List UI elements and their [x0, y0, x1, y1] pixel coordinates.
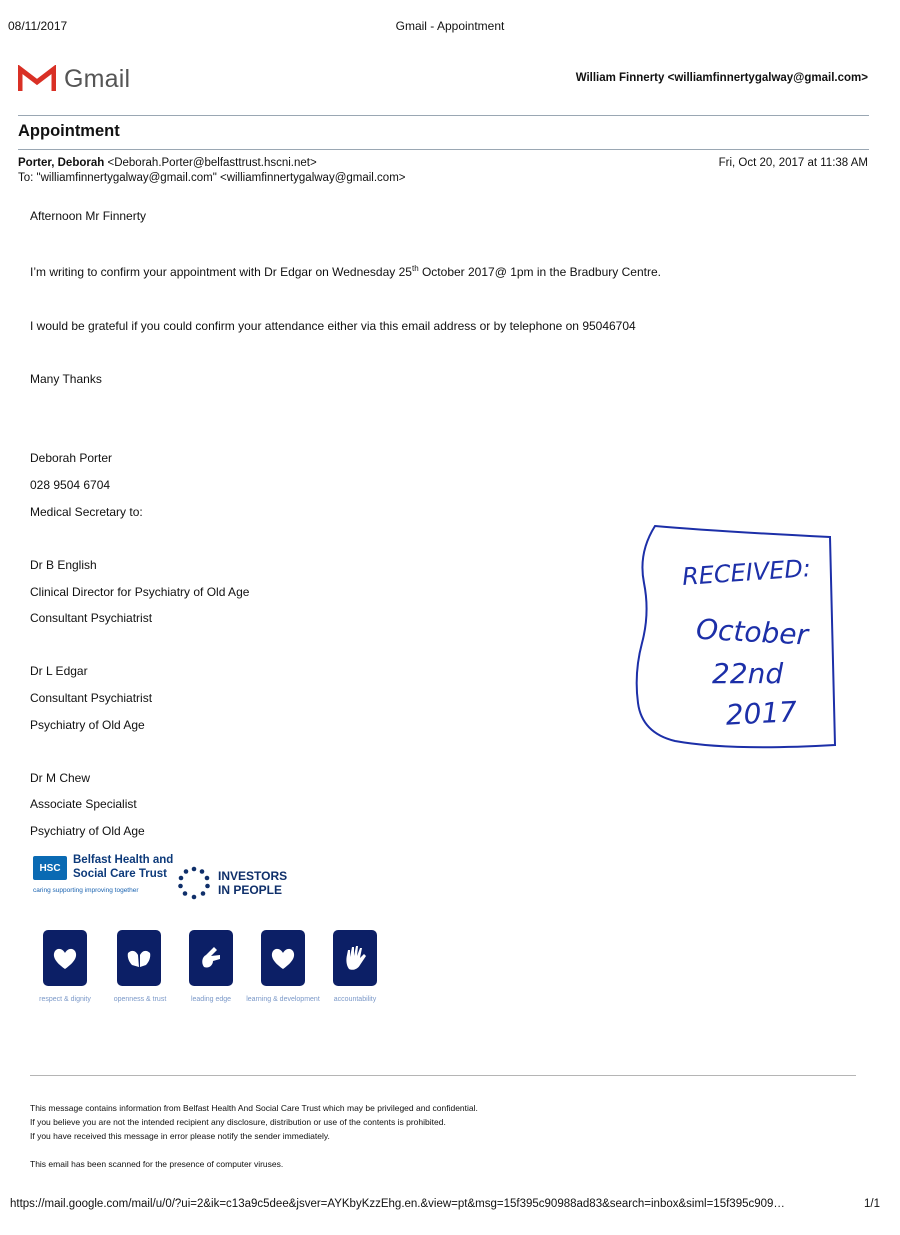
signature-name: Deborah Porter: [30, 451, 113, 465]
recipient-line: To: "williamfinnertygalway@gmail.com" <williamfinnertygalway@gmail.com>: [18, 172, 406, 184]
signature-doctor: Dr B English: [30, 558, 97, 572]
value-label: learning & development: [246, 996, 320, 1003]
sender-name: Porter, Deborah: [18, 157, 105, 169]
hsc-badge: HSC: [33, 856, 67, 880]
trust-name: [73, 853, 173, 881]
signature-phone: 028 9504 6704: [30, 478, 111, 492]
value-card-openness: [117, 930, 161, 986]
message-subject: Appointment: [18, 122, 120, 140]
attendance-request: I would be grateful if you could confirm your attendance either via this email address or by telephone on 95046704: [30, 319, 636, 333]
signature-title: Psychiatry of Old Age: [30, 824, 145, 838]
date-ordinal: th: [411, 264, 419, 273]
signature-role: Medical Secretary to:: [30, 505, 143, 519]
print-url: https://mail.google.com/mail/u/0/?ui=2&ik=c13a9c5dee&jsver=AYKbyKzzEhg.en.&view=pt&msg=15f395c90988ad83&search=inbox&siml=15f395c909…: [10, 1198, 785, 1210]
sender-line: [18, 157, 317, 169]
raised-hand-icon: [340, 943, 370, 973]
signature-title: Associate Specialist: [30, 797, 137, 811]
sign-off: Many Thanks: [30, 372, 102, 386]
value-label: accountability: [333, 996, 377, 1003]
received-stamp: [630, 523, 850, 753]
stamp-received: RECEIVED:: [681, 554, 812, 592]
trust-tagline: caring supporting improving together: [33, 887, 139, 894]
subject-divider: [18, 149, 869, 150]
open-hands-icon: [124, 943, 154, 973]
sender-email: <Deborah.Porter@belfasttrust.hscni.net>: [107, 157, 317, 169]
value-card-leading-edge: [189, 930, 233, 986]
iip-line1: INVESTORS: [218, 869, 288, 883]
value-label: respect & dignity: [39, 996, 91, 1003]
signature-title: Psychiatry of Old Age: [30, 718, 145, 732]
stamp-month: October: [695, 612, 809, 652]
signature-doctor: Dr M Chew: [30, 771, 91, 785]
iip-text: [218, 869, 287, 897]
greeting: Afternoon Mr Finnerty: [30, 209, 147, 223]
print-date: 08/11/2017: [8, 19, 68, 33]
footer-divider: [30, 1075, 856, 1076]
heart-hands-icon: [50, 943, 80, 973]
pointing-hand-icon: [196, 943, 226, 973]
gmail-envelope-icon: [18, 65, 56, 93]
value-label: leading edge: [190, 996, 232, 1003]
header-divider: [18, 115, 869, 116]
disclaimer-line: This message contains information from Belfast Health And Social Care Trust which may be privileged and confidential.: [30, 1103, 478, 1113]
page-number: 1/1: [864, 1198, 880, 1210]
signature-title: Consultant Psychiatrist: [30, 611, 153, 625]
stamp-day: 22nd: [712, 657, 784, 690]
value-label: openness & trust: [113, 996, 167, 1003]
value-card-accountability: [333, 930, 377, 986]
trust-name-line2: Social Care Trust: [73, 868, 167, 880]
iip-line2: IN PEOPLE: [218, 883, 283, 897]
value-card-respect: [43, 930, 87, 986]
value-card-learning: [261, 930, 305, 986]
belfast-trust-logo: [33, 853, 173, 881]
signature-title: Clinical Director for Psychiatry of Old Age: [30, 585, 250, 599]
virus-scan-notice: This email has been scanned for the presence of computer viruses.: [30, 1159, 284, 1169]
disclaimer-line: If you have received this message in error please notify the sender immediately.: [30, 1131, 330, 1141]
account-identity: William Finnerty <williamfinnertygalway@gmail.com>: [575, 72, 868, 84]
investors-in-people-logo: [176, 865, 287, 901]
heart-hands-icon: [268, 943, 298, 973]
confirmation-text-end: October 2017@ 1pm in the Bradbury Centre.: [418, 265, 661, 279]
signature-doctor: Dr L Edgar: [30, 664, 88, 678]
stamp-year: 2017: [724, 695, 798, 732]
gmail-logo[interactable]: [18, 62, 130, 96]
print-title: Gmail - Appointment: [395, 19, 505, 33]
gmail-logo-text: Gmail: [64, 64, 131, 93]
signature-title: Consultant Psychiatrist: [30, 691, 153, 705]
trust-name-line1: Belfast Health and: [73, 854, 174, 866]
appointment-confirmation: [30, 264, 661, 279]
message-date: Fri, Oct 20, 2017 at 11:38 AM: [718, 157, 868, 169]
confirmation-text-start: I’m writing to confirm your appointment with Dr Edgar on Wednesday 25: [30, 265, 412, 279]
laurel-wreath-icon: [176, 865, 212, 901]
disclaimer-line: If you believe you are not the intended recipient any disclosure, distribution or use of the contents is prohibited.: [30, 1117, 446, 1127]
